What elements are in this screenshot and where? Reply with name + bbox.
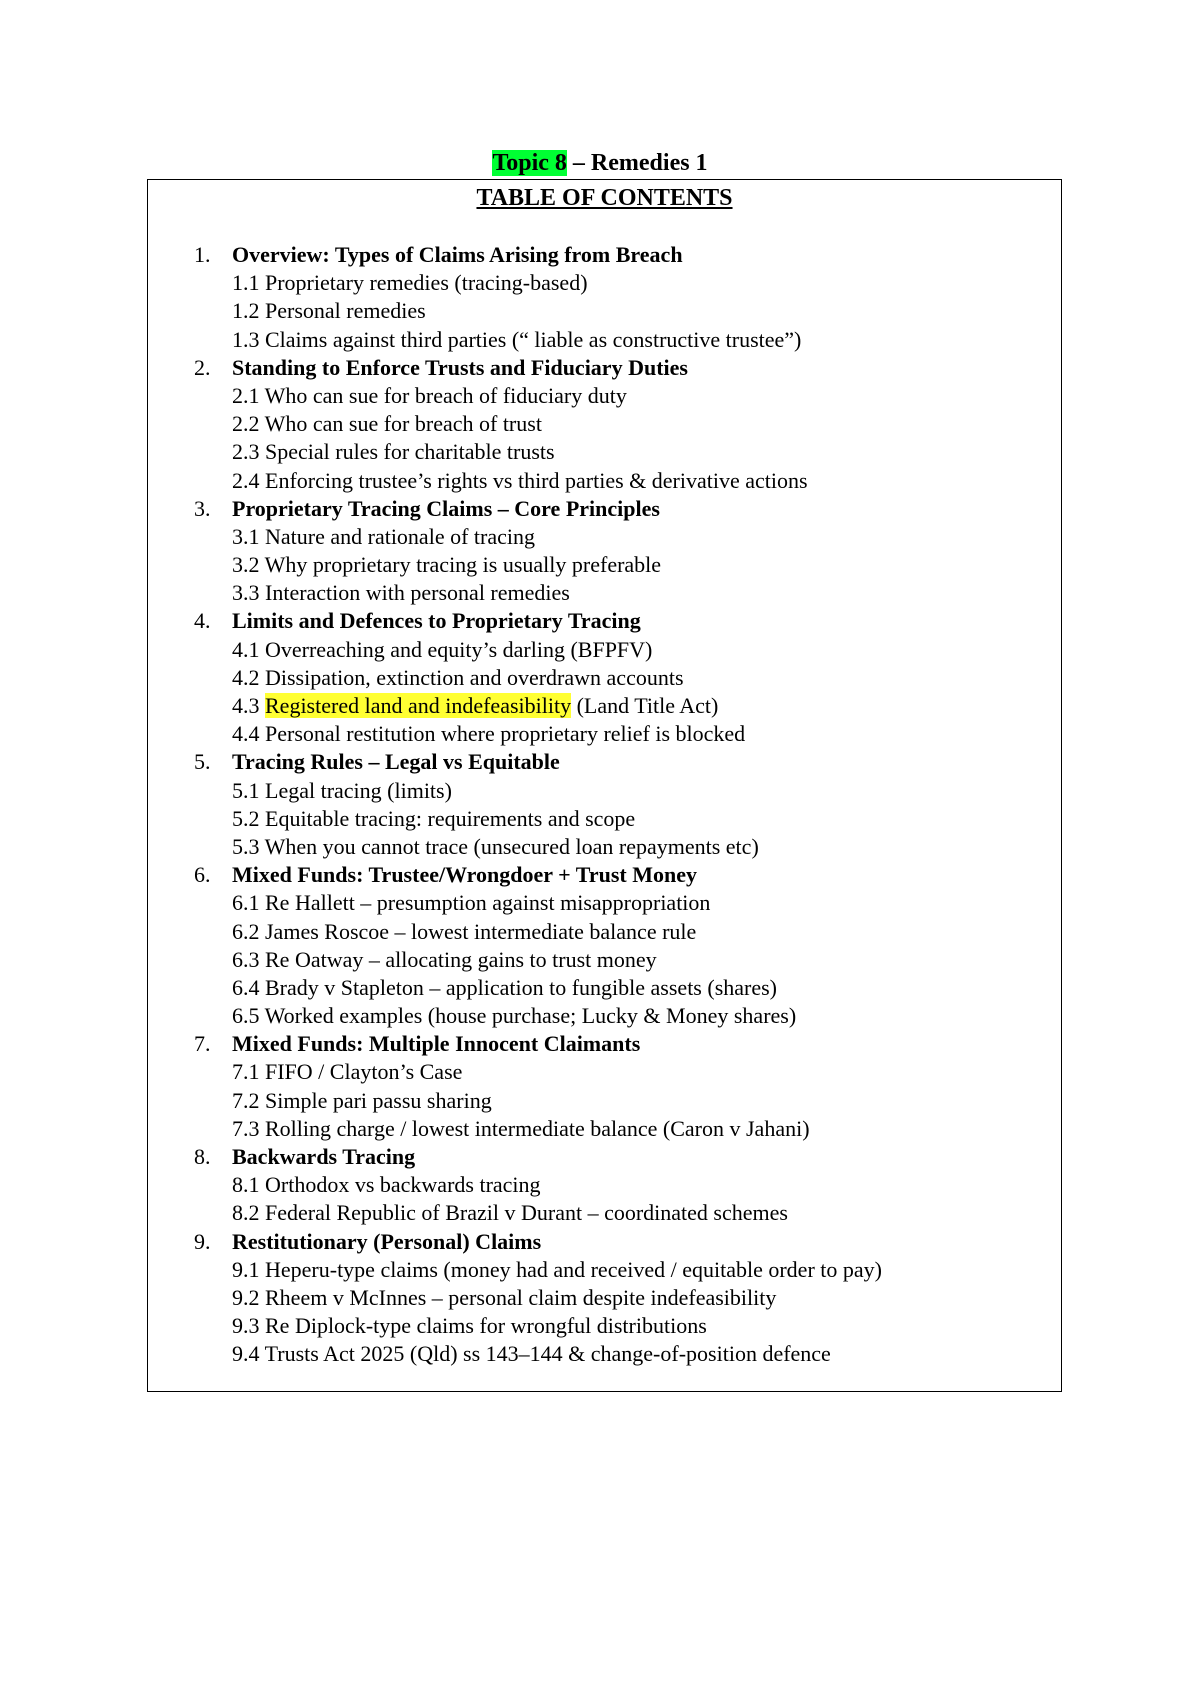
toc-subitem: 9.1 Heperu-type claims (money had and received / equitable order to pay) — [232, 1256, 882, 1282]
toc-subitem: 6.1 Re Hallett – presumption against misappropriation — [232, 890, 711, 916]
toc-subitem: 2.4 Enforcing trustee’s rights vs third parties & derivative actions — [232, 467, 808, 493]
section-number: 1. — [194, 242, 211, 267]
section-title: Backwards Tracing — [232, 1144, 416, 1169]
subitem-suffix: (Land Title Act) — [571, 693, 719, 718]
section-title: Tracing Rules – Legal vs Equitable — [232, 749, 560, 775]
toc-subitem: 6.2 James Roscoe – lowest intermediate balance rule — [232, 918, 697, 944]
title-rest: – Remedies 1 — [566, 150, 708, 176]
subitem-highlight: Registered land and indefeasibility — [265, 693, 572, 718]
toc-subitem: 7.2 Simple pari passu sharing — [232, 1087, 492, 1113]
toc-subitem: 3.1 Nature and rationale of tracing — [232, 523, 535, 549]
section-heading — [148, 1228, 1061, 1256]
section-number: 4. — [194, 608, 211, 634]
toc-subitem: 9.3 Re Diplock-type claims for wrongful distributions — [232, 1313, 707, 1339]
toc-subitem: 1.1 Proprietary remedies (tracing-based) — [232, 270, 588, 296]
toc-subitem: 1.3 Claims against third parties (“ liable as constructive trustee”) — [232, 326, 802, 352]
section-title: Restitutionary (Personal) Claims — [232, 1228, 542, 1254]
section-heading — [148, 861, 1061, 889]
page-title — [0, 148, 1200, 178]
section-number: 3. — [194, 495, 211, 521]
toc-subitem: 2.3 Special rules for charitable trusts — [232, 439, 555, 465]
section-heading — [148, 495, 1061, 523]
toc-subitem: 2.1 Who can sue for breach of fiduciary duty — [232, 382, 627, 408]
toc-subitem: 4.2 Dissipation, extinction and overdrawn accounts — [232, 664, 684, 690]
section-number: 8. — [194, 1144, 211, 1169]
toc-subitem: 7.3 Rolling charge / lowest intermediate balance (Caron v Jahani) — [232, 1115, 810, 1141]
toc-section — [148, 1030, 1061, 1143]
section-title: Mixed Funds: Multiple Innocent Claimants — [232, 1031, 641, 1057]
section-title: Limits and Defences to Proprietary Tracing — [232, 608, 641, 634]
section-title: Proprietary Tracing Claims – Core Principles — [232, 495, 660, 521]
toc-subitem: 3.2 Why proprietary tracing is usually preferable — [232, 552, 662, 578]
toc-list — [148, 241, 1061, 1369]
toc-subitem: 9.2 Rheem v McInnes – personal claim despite indefeasibility — [232, 1284, 777, 1310]
toc-subitem: 1.2 Personal remedies — [232, 298, 426, 324]
toc-heading: TABLE OF CONTENTS — [476, 185, 733, 211]
toc-section — [148, 861, 1061, 1030]
section-title: Overview: Types of Claims Arising from Breach — [232, 242, 683, 267]
section-title: Mixed Funds: Trustee/Wrongdoer + Trust Money — [232, 862, 697, 888]
toc-subitem: 2.2 Who can sue for breach of trust — [232, 411, 542, 437]
section-heading — [148, 607, 1061, 635]
toc-subitem: 5.1 Legal tracing (limits) — [232, 777, 452, 803]
section-title: Standing to Enforce Trusts and Fiduciary Duties — [232, 354, 688, 380]
toc-section — [148, 1228, 1061, 1369]
toc-section — [148, 748, 1061, 861]
toc-subitem: 9.4 Trusts Act 2025 (Qld) ss 143–144 & change-of-position defence — [232, 1341, 831, 1367]
toc-subitem: 8.1 Orthodox vs backwards tracing — [232, 1172, 541, 1198]
toc-subitem: 5.3 When you cannot trace (unsecured loan repayments etc) — [232, 833, 759, 859]
toc-section — [148, 1143, 1061, 1228]
section-number: 2. — [194, 354, 211, 380]
toc-subitem: 7.1 FIFO / Clayton’s Case — [232, 1059, 463, 1085]
toc-subitem: 4.4 Personal restitution where proprietary relief is blocked — [232, 721, 746, 747]
toc-subitem: 6.4 Brady v Stapleton – application to fungible assets (shares) — [232, 974, 777, 1000]
toc-subitem — [148, 692, 1061, 720]
section-heading — [148, 1030, 1061, 1058]
section-heading — [148, 1143, 1061, 1171]
section-number: 5. — [194, 749, 211, 775]
toc-subitem: 3.3 Interaction with personal remedies — [232, 580, 570, 606]
toc-box — [147, 179, 1062, 1392]
title-highlight: Topic 8 — [492, 150, 567, 176]
section-heading — [148, 241, 1061, 269]
toc-section — [148, 495, 1061, 608]
section-number: 6. — [194, 862, 211, 888]
section-heading — [148, 354, 1061, 382]
toc-section — [148, 241, 1061, 354]
toc-section — [148, 607, 1061, 748]
section-number: 7. — [194, 1031, 211, 1057]
section-heading — [148, 748, 1061, 776]
toc-section — [148, 354, 1061, 495]
toc-subitem: 4.1 Overreaching and equity’s darling (BFPFV) — [232, 636, 653, 662]
toc-subitem: 8.2 Federal Republic of Brazil v Durant – coordinated schemes — [232, 1200, 788, 1226]
subitem-prefix: 4.3 — [232, 693, 265, 718]
toc-subitem: 6.5 Worked examples (house purchase; Lucky & Money shares) — [232, 1003, 797, 1029]
section-number: 9. — [194, 1228, 211, 1254]
toc-subitem: 5.2 Equitable tracing: requirements and scope — [232, 805, 636, 831]
toc-subitem: 6.3 Re Oatway – allocating gains to trust money — [232, 946, 657, 972]
